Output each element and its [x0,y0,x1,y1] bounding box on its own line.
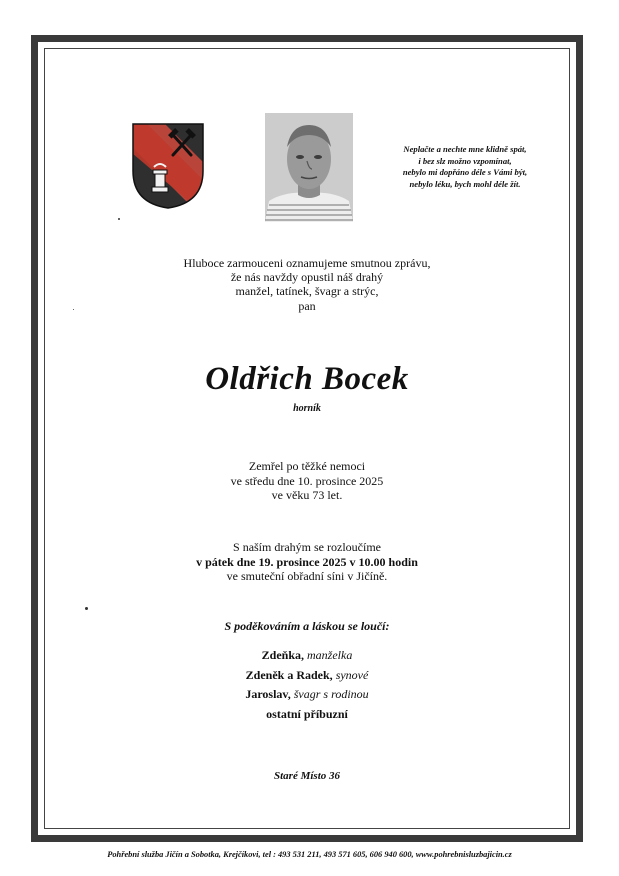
mourner-item [44,685,570,705]
funeral-place: ve smuteční obřadní síni v Jičíně. [226,569,388,584]
address: Staré Místo 36 [273,770,340,782]
funeral-date: v pátek dne 19. prosince 2025 v 10.00 hodin [196,554,418,569]
mourner-name: Zdeněk a Radek, [245,667,333,682]
intro-line: Hluboce zarmouceni oznamujeme smutnou zprávu, [183,256,431,270]
mourner-relation: švagr s rodinou [293,687,369,702]
death-info [44,459,570,503]
poem [370,144,560,190]
portrait-photo [265,113,353,222]
death-line: Zemřel po těžké nemoci [248,459,366,473]
funeral-line: S naším drahým se rozloučíme [233,540,381,554]
announcement-intro [44,256,570,313]
coat-of-arms-icon [132,123,204,209]
mourner-item [44,646,570,666]
poem-line: nebylo léku, bych mohl déle žít. [409,178,521,189]
poem-line: i bez slz možno vzpomínat, [418,155,512,166]
scan-speck [118,218,120,220]
death-line: ve středu dne 10. prosince 2025 [230,473,384,488]
mourners-list [44,646,570,724]
thanks-heading: S poděkováním a láskou se loučí: [224,619,390,633]
intro-line: pan [298,298,316,313]
scan-speck [73,309,74,310]
mourner-name: ostatní příbuzní [266,706,348,721]
deceased-occupation: horník [293,403,321,414]
poem-line: nebylo mi dopřáno déle s Vámi být, [402,167,528,178]
intro-line: manžel, tatínek, švagr a strýc, [235,284,379,299]
mourner-relation: manželka [307,648,353,662]
mourner-item [44,705,570,725]
mourner-relation: synové [335,667,369,682]
poem-line: Neplačte a nechte mne klidně spát, [403,144,527,154]
intro-line: že nás navždy opustil náš drahý [230,270,384,285]
mourner-name: Zdeňka, [261,648,305,662]
funeral-service-footer: Pohřební služba Jičín a Sobotka, Krejčíkovi, tel : 493 531 211, 493 571 605, 606 940 600, www.pohrebnisluzbajicin.cz [107,850,512,859]
mourner-item [44,666,570,686]
deceased-name: Oldřich Bocek [205,361,409,397]
death-line: ve věku 73 let. [271,488,343,503]
scan-speck [85,607,88,610]
mourner-name: Jaroslav, [245,687,291,702]
funeral-info [44,540,570,584]
